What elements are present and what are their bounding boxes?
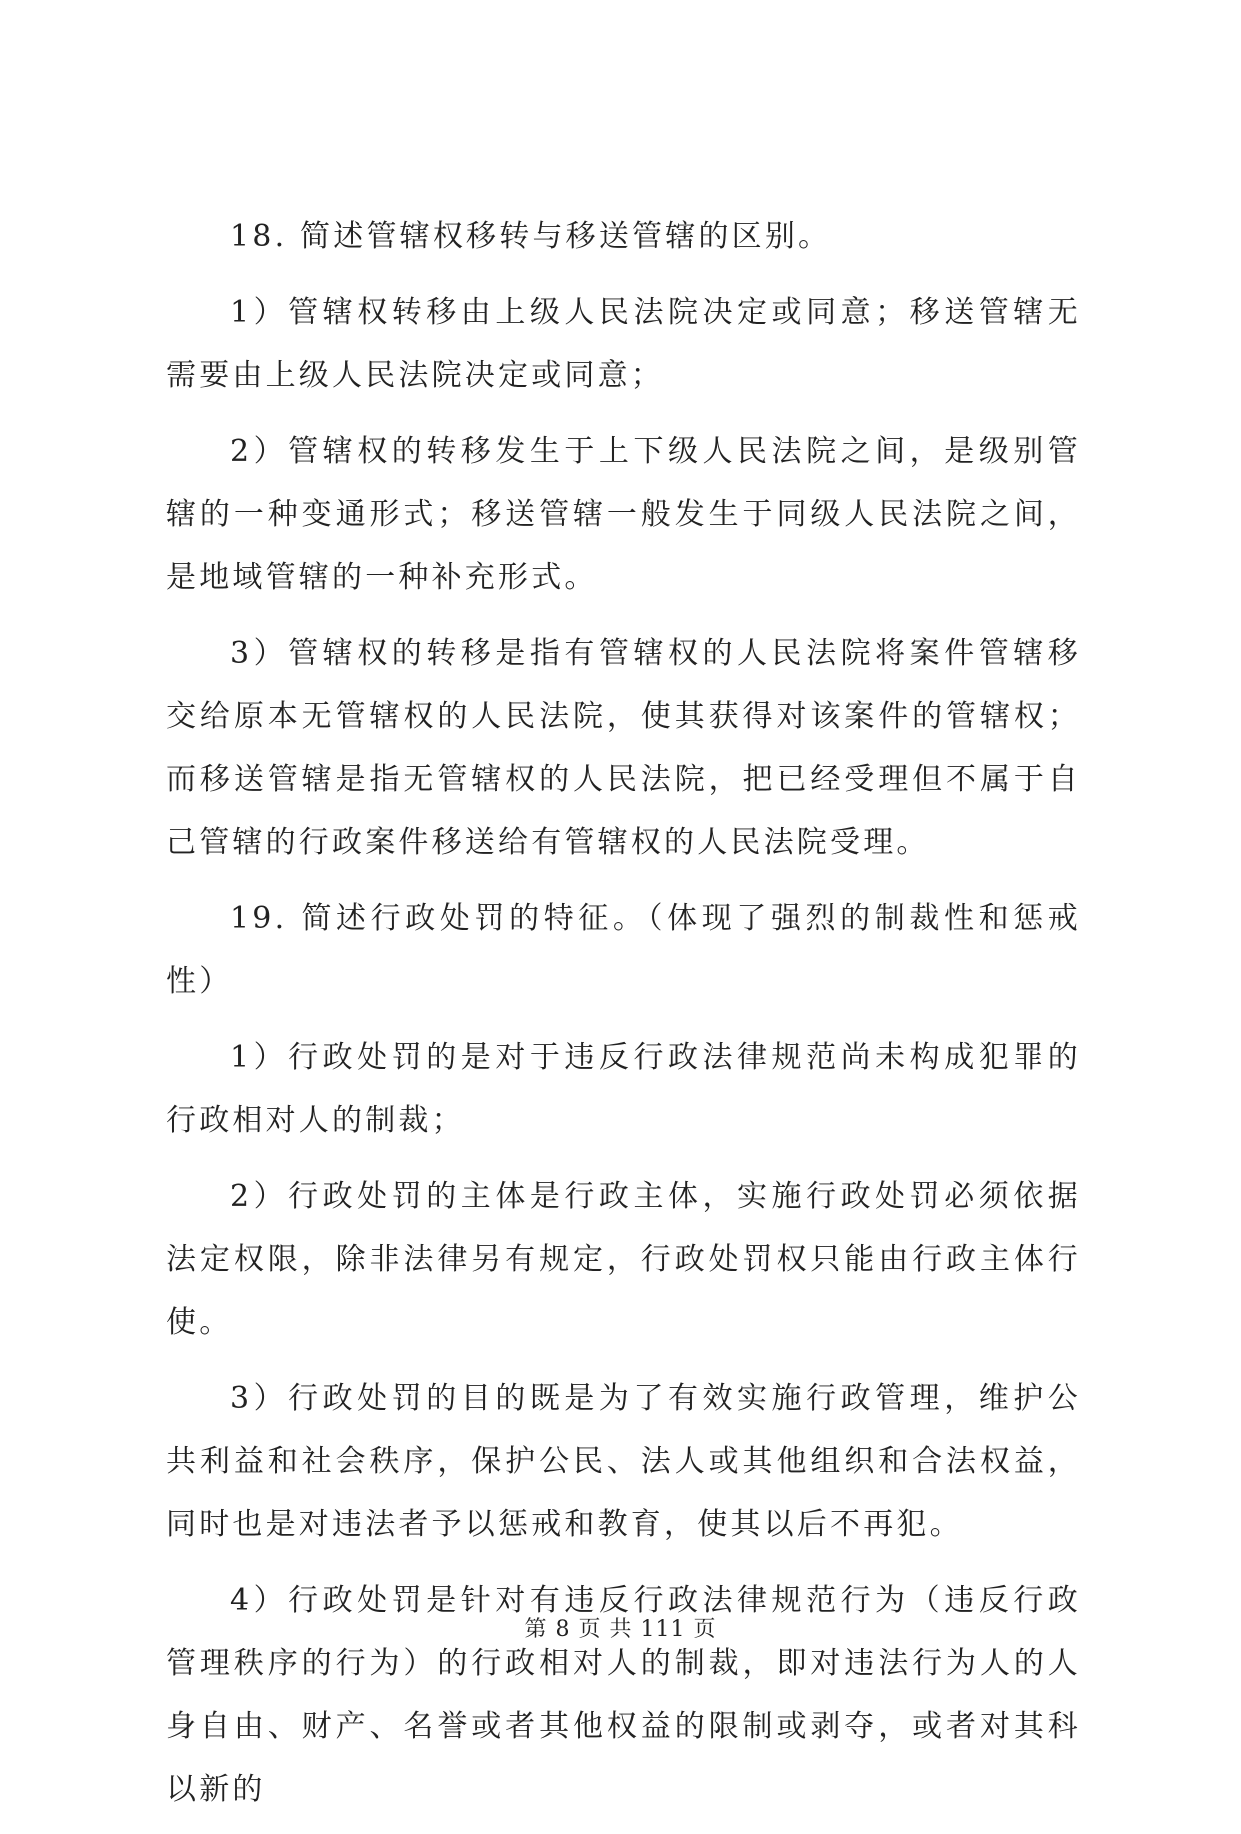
answer-19-point-1: 1）行政处罚的是对于违反行政法律规范尚未构成犯罪的行政相对人的制裁；: [166, 1040, 1081, 1138]
answer-18-point-2: 2）管辖权的转移发生于上下级人民法院之间，是级别管辖的一种变通形式；移送管辖一般发生于同级人民法院之间，是地域管辖的一种补充形式。: [166, 434, 1081, 595]
answer-19-point-2: 2）行政处罚的主体是行政主体，实施行政处罚必须依据法定权限，除非法律另有规定，行政处罚权只能由行政主体行使。: [166, 1179, 1081, 1340]
question-19-heading: 19. 简述行政处罚的特征。（体现了强烈的制裁性和惩戒性）: [166, 901, 1081, 999]
answer-19-point-3: 3）行政处罚的目的既是为了有效实施行政管理，维护公共利益和社会秩序，保护公民、法人或其他组织和合法权益，同时也是对违法者予以惩戒和教育，使其以后不再犯。: [166, 1381, 1081, 1542]
answer-19-point-4: 4）行政处罚是针对有违反行政法律规范行为（违反行政管理秩序的行为）的行政相对人的制裁，即对违法行为人的人身自由、财产、名誉或者其他权益的限制或剥夺，或者对其科以新的: [166, 1583, 1081, 1807]
question-18-heading: 18. 简述管辖权移转与移送管辖的区别。: [230, 219, 832, 254]
answer-18-point-3: 3）管辖权的转移是指有管辖权的人民法院将案件管辖移交给原本无管辖权的人民法院，使其获得对该案件的管辖权；而移送管辖是指无管辖权的人民法院，把已经受理但不属于自己管辖的行政案件移送给有管辖权的人民法院受理。: [166, 636, 1081, 860]
page-number-footer: 第 8 页 共 111 页: [524, 1617, 717, 1642]
answer-18-point-1: 1）管辖权转移由上级人民法院决定或同意；移送管辖无需要由上级人民法院决定或同意；: [166, 295, 1081, 393]
document-body: [166, 205, 1081, 1834]
